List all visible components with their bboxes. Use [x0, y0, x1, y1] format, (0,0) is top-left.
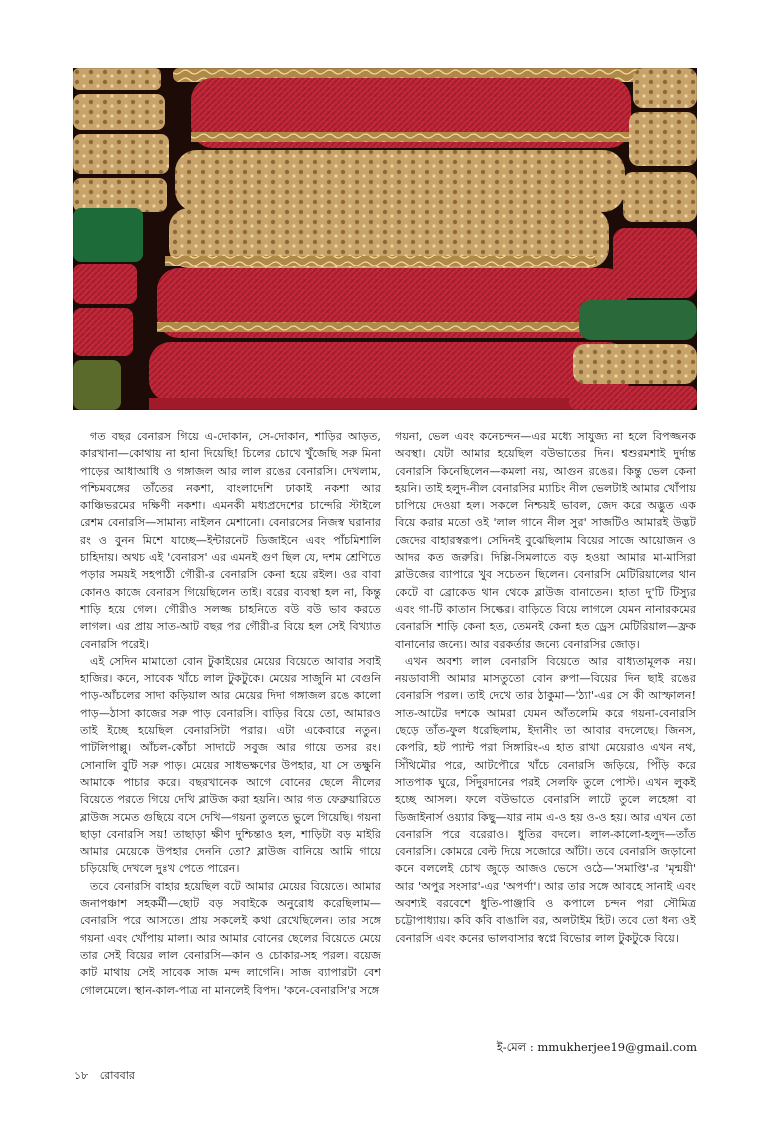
author-email: ই-মেল : mmukherjee19@gmail.com — [496, 1040, 697, 1054]
center-saree-stack — [149, 68, 643, 410]
paragraph: গয়না, ভেল এবং কনেচন্দন—এর মধ্যে সাযুজ্য না হলে বিপজ্জনক অবস্থা। যেটা আমার হয়েছিল বউভাতের দিন। শ্বশুরমশাই দুর্দান্ত বেনারসি কিনেছিলেন—কমলা নয়, আগুন রঙের। কিন্তু ভেল কেনা হয়নি। তাই হলুদ-নীল বেনারসির ম্যাচিং নীল ভেলটাই আমার খোঁপায় চাপিয়ে দেওয়া হল। সকলে নিশ্চয়ই ভাবল, জেদ করে অদ্ভুত এক বিয়ে করার মতো ওই 'লাল গানে নীল সুর' সাজটিও আমারই উদ্ভট জেদের বাহারস্বরূপ। সেদিনই বুঝেছিলাম বিয়ের সাজে আয়োজন ও আদর কত জরুরি। দিল্লি-সিমলাতে বড় হওয়া আমার মা-মাসিরা ব্লাউজের ব্যাপারে খুব সচেতন ছিলেন। বেনারসি মেটিরিয়ালের থান কেটে বা ব্রোকেড থান থেকে ব্লাউজ বানাতেন। হাতা দু'টি টিস্যুর এবং গা-টি কাতান সিল্কের। বাড়িতে বিয়ে লাগলে যেমন নানারকমের বেনারসি শাড়ি কেনা হত, তেমনই কেনা হত ড্রেস মেটিরিয়াল—ফ্রক বানানোর জন্যে। আর বরকর্তার জন্যে বেনারসির জোড়। — [395, 430, 696, 651]
paragraph: এই সেদিন মামাতো বোন টুকাইয়ের মেয়ের বিয়েতে আবার সবাই হাজির। কনে, সাবেক খাঁচে লাল টুকটুকে। মেয়ের সাজুনি মা বেগুনি পাড়-আঁচলের সাদা কড়িয়াল আর মেয়ের দিদা গঙ্গাজল রঙে কালো পাড়—ঠাসা কাজের সরু পাড় বেনারসি। বাড়ির বিয়ে তো, আমারও তাই ইচ্ছে হয়েছিল বেনারসিটা পরার। এটা একেবারে নতুন। পাটলিপাল্লু। আঁচল-কোঁচা সাদাটে সবুজ আর গায়ে তসর রং। সোনালি বুটি সরু পাড়। মেয়ের সাধভক্ষণের উপহার, যা সে তক্ষুনি আমাকে পাচার করে। বছরখানেক আগে বোনের ছেলে নীলের বিয়েতে পরতে গিয়ে দেখি ব্লাউজ করা হয়নি। আর গত ফেব্রুয়ারিতে ব্লাউজ সমেত গুছিয়ে বসে দেখি—গয়না তুলতে ভুলে গিয়েছি। গয়না ছাড়া বেনারসি সয়! তাছাড়া ক্ষীণ দুশ্চিন্তাও হল, শাড়িটা বড় মাইরি আমার মেয়েকে উপহার দেননি তো? ব্লাউজ বানিয়ে আমি গায়ে চড়িয়েছি দেখলে দুঃখ পেতে পারেন। — [80, 654, 381, 876]
article-column-right — [395, 428, 696, 1058]
magazine-name: রোববার — [99, 1069, 135, 1082]
paragraph: গত বছর বেনারস গিয়ে এ-দোকান, সে-দোকান, শাড়ির আড়ত, কারখানা—কোথায় না হানা দিয়েছি! চিলের চোখে খুঁজেছি সরু মিনা পাড়ের আধাআধি ও গঙ্গাজল আর লাল রঙের বেনারসি। দেখলাম, পশ্চিমবঙ্গের তাঁতের নকশা, বাংলাদেশি ঢাকাই নকশা আর কাঞ্চিভরমের দক্ষিণী নকশা। এমনকী মধ্যপ্রদেশের চান্দেরি স্টাইলে রেশম বেনারসি—সামান্য নাইলন মেশানো। বেনারসের নিজস্ব ঘরানার রং ও বুনন মিশে যাচ্ছে—ইন্টারনেট ডিজাইনে এবং পাঁচমিশালি চাহিদায়। অথচ এই 'বেনারস' এর এমনই গুণ ছিল যে, দশম শ্রেণিতে পড়ার সময়ই সহপাঠী গৌরী-র বেনারসি কেনা হয়ে রইল। ওর বাবা কোনও কাজে বেনারস গিয়েছিলেন তাই। বরের ব্যবস্থা হল না, কিন্তু শাড়ি হয়ে গেল। গৌরীও সলজ্জ চাহনিতে বউ বউ ভাব করতে লাগল। এর প্রায় সাত-আট বছর পর গৌরী-র বিয়ে হল সেই বিখ্যাত বেনারসি পরেই। — [80, 430, 381, 651]
saree-stack-photo — [73, 68, 697, 410]
paragraph: তবে বেনারসি বাহার হয়েছিল বটে আমার মেয়ের বিয়েতে। আমার জনাপঞ্চাশ সহকর্মী—ছোট বড় সবাইকে অনুরোধ করেছিলাম—বেনারসি পরে আসতে। প্রায় সকলেই কথা রেখেছিলেন। তার সঙ্গে গয়না এবং খোঁপায় মালা। আর আমার বোনের ছেলের বিয়েতে মেয়ে তার সেই বিয়ের লাল বেনারসি—কান ও চোকার-সহ পরল। বয়েজ কাট মাথায় সেই সাবেক সাজ মন্দ লাগেনি। সাজ ব্যাপারটা বেশ গোলমেলে। স্থান-কাল-পাত্র না মানলেই বিপদ। 'কনে-বেনারসি'র সঙ্গে — [80, 879, 381, 997]
paragraph: এখন অবশ্য লাল বেনারসি বিয়েতে আর বাধ্যতামূলক নয়। নয়ডাবাসী আমার মাসতুতো বোন রুপা—বিয়ের দিন ছাই রঙের বেনারসি পরল। তাই দেখে তার ঠাকুমা—'ঠ্যা'-এর সে কী আস্ফালন! সাত-আটের দশকে আমরা যেমন আঁতলেমি করে গয়না-বেনারসি ছেড়ে তাঁত-ফুল ধরেছিলাম, ইদানীং তা আবার বদলেছে। জিনস, কেপরি, হট প্যান্ট পরা সিঙ্গারিং-এ হাত রাখা মেয়েরাও এখন নথ, সিঁথিমৌর পরে, আটপৌরে খাঁচে বেনারসি জড়িয়ে, পিঁড়ি করে সাতপাক ঘুরে, সিঁদুরদানের পরই সেলফি তুলে পোস্ট। এখন লুকই হচ্ছে আসল। ফলে বউভাতে বেনারসি লাটে তুলে লহেঙ্গা বা ডিজাইনার্স ওয়্যার কিছু—যার নাম এ-ও হয় ও-ও হয়। আর এখন তো বেনারসি পরে বরেরাও। ধুতির বদলে। লাল-কালো-হলুদ—তাঁত বেনারসি। কোমরে বেল্ট দিয়ে সজোরে আঁটা। তবে বেনারসি জড়ানো কনে বললেই চোখ জুড়ে আজও ভেসে ওঠে—'সমাপ্তি'-র 'মৃন্ময়ী' আর 'অপুর সংসার'-এর 'অপর্ণা'। আর তার সঙ্গে আবহে সানাই এবং অবশ্যই বরবেশে ধুতি-পাঞ্জাবি ও কপালে চন্দন পরা সৌমিত্র চট্টোপাধ্যায়। কবি কবি বাঙালি বর, অলটাইম হিট। তবে তো ধন্য ওই বেনারসি এবং কনের ভালবাসার স্বপ্নে বিভোর লাল টুকটুকে বিয়ে। — [395, 654, 696, 945]
page-number: ১৮ — [74, 1069, 89, 1082]
page-footer — [74, 1067, 135, 1086]
article-body — [80, 428, 696, 1058]
article-column-left — [80, 428, 381, 1058]
